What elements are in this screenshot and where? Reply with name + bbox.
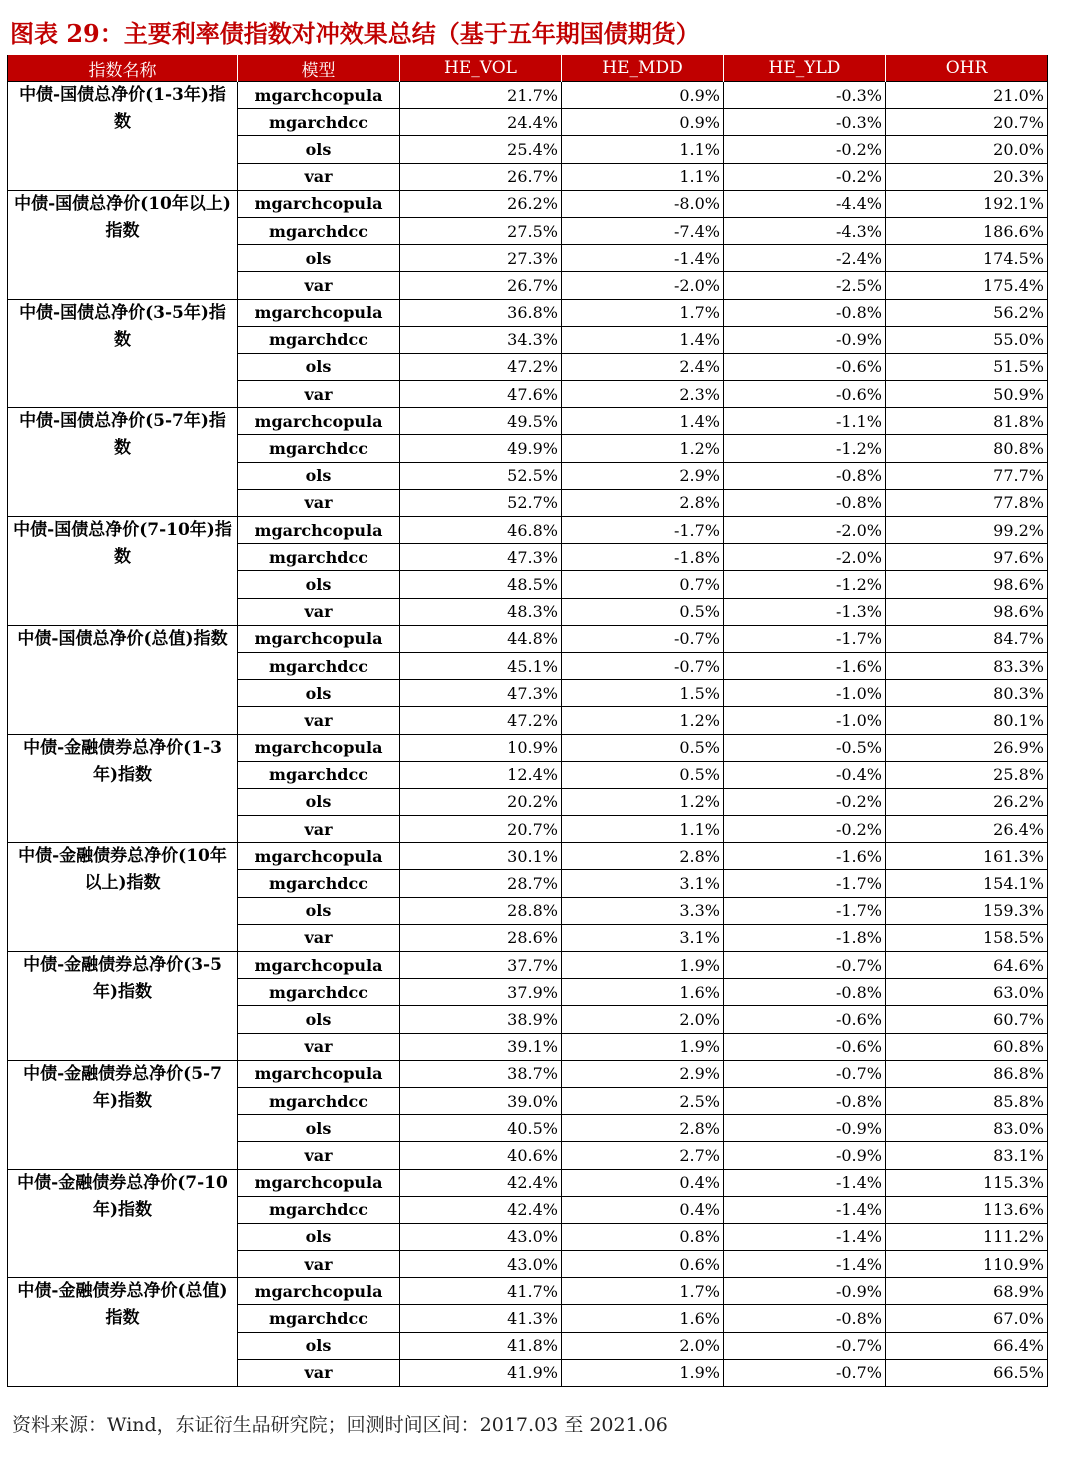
index-name-cell: 中债-国债总净价(3-5年)指数 [8,299,238,408]
ohr-cell: 63.0% [886,979,1048,1006]
he-vol-cell: 45.1% [400,652,562,679]
he-mdd-cell: 1.9% [562,1033,724,1060]
index-name-cell: 中债-国债总净价(1-3年)指数 [8,82,238,191]
model-cell: mgarchcopula [238,1278,400,1305]
model-cell: ols [238,897,400,924]
ohr-cell: 83.3% [886,652,1048,679]
model-cell: mgarchdcc [238,870,400,897]
he-vol-cell: 40.6% [400,1142,562,1169]
he-yld-cell: -2.0% [724,544,886,571]
ohr-cell: 80.3% [886,680,1048,707]
he-vol-cell: 28.8% [400,897,562,924]
model-cell: mgarchdcc [238,326,400,353]
he-mdd-cell: 1.4% [562,326,724,353]
table-row [8,190,1048,217]
he-vol-cell: 52.5% [400,462,562,489]
model-cell: var [238,1251,400,1278]
he-yld-cell: -0.4% [724,761,886,788]
model-cell: var [238,1359,400,1386]
ohr-cell: 99.2% [886,517,1048,544]
table-row [8,952,1048,979]
model-cell: ols [238,462,400,489]
ohr-cell: 192.1% [886,190,1048,217]
he-vol-cell: 41.3% [400,1305,562,1332]
ohr-cell: 174.5% [886,245,1048,272]
model-cell: ols [238,136,400,163]
he-mdd-cell: 1.9% [562,1359,724,1386]
ohr-cell: 67.0% [886,1305,1048,1332]
he-mdd-cell: -1.8% [562,544,724,571]
model-cell: mgarchcopula [238,190,400,217]
he-mdd-cell: 1.7% [562,1278,724,1305]
he-yld-cell: -1.7% [724,870,886,897]
he-yld-cell: -0.2% [724,816,886,843]
he-mdd-cell: 2.8% [562,1115,724,1142]
ohr-cell: 25.8% [886,761,1048,788]
he-mdd-cell: 2.8% [562,489,724,516]
model-cell: mgarchdcc [238,544,400,571]
he-yld-cell: -4.3% [724,217,886,244]
he-yld-cell: -1.3% [724,598,886,625]
he-mdd-cell: 0.4% [562,1196,724,1223]
he-yld-cell: -0.6% [724,1033,886,1060]
he-yld-cell: -0.7% [724,1060,886,1087]
he-yld-cell: -0.8% [724,489,886,516]
he-vol-cell: 24.4% [400,109,562,136]
header-index-name: 指数名称 [8,55,238,82]
header-he-vol: HE_VOL [400,55,562,82]
ohr-cell: 66.5% [886,1359,1048,1386]
index-name-cell: 中债-金融债券总净价(10年以上)指数 [8,843,238,952]
he-mdd-cell: 0.5% [562,761,724,788]
model-cell: ols [238,680,400,707]
model-cell: var [238,924,400,951]
ohr-cell: 98.6% [886,598,1048,625]
he-yld-cell: -0.3% [724,82,886,109]
he-yld-cell: -1.2% [724,435,886,462]
he-vol-cell: 10.9% [400,734,562,761]
he-mdd-cell: -8.0% [562,190,724,217]
model-cell: mgarchcopula [238,408,400,435]
model-cell: mgarchdcc [238,761,400,788]
ohr-cell: 159.3% [886,897,1048,924]
model-cell: mgarchdcc [238,109,400,136]
he-yld-cell: -2.5% [724,272,886,299]
he-mdd-cell: 1.5% [562,680,724,707]
header-model: 模型 [238,55,400,82]
he-yld-cell: -2.0% [724,517,886,544]
he-mdd-cell: 1.1% [562,163,724,190]
he-yld-cell: -0.7% [724,952,886,979]
model-cell: mgarchdcc [238,1196,400,1223]
header-row [8,55,1048,82]
he-mdd-cell: 0.5% [562,734,724,761]
model-cell: mgarchcopula [238,517,400,544]
source-note: 资料来源：Wind，东证衍生品研究院；回测时间区间：2017.03 至 2021.06 [12,1414,668,1436]
he-vol-cell: 48.3% [400,598,562,625]
he-mdd-cell: -1.7% [562,517,724,544]
ohr-cell: 97.6% [886,544,1048,571]
he-yld-cell: -1.8% [724,924,886,951]
model-cell: mgarchdcc [238,217,400,244]
he-mdd-cell: 0.8% [562,1223,724,1250]
he-vol-cell: 49.9% [400,435,562,462]
he-mdd-cell: 1.6% [562,979,724,1006]
table-row [8,843,1048,870]
he-vol-cell: 27.5% [400,217,562,244]
ohr-cell: 51.5% [886,353,1048,380]
he-yld-cell: -1.0% [724,707,886,734]
table-row [8,734,1048,761]
ohr-cell: 50.9% [886,381,1048,408]
index-name-cell: 中债-金融债券总净价(3-5年)指数 [8,952,238,1061]
he-yld-cell: -0.8% [724,1305,886,1332]
he-mdd-cell: 3.3% [562,897,724,924]
model-cell: mgarchcopula [238,952,400,979]
table-body [8,82,1048,1387]
ohr-cell: 55.0% [886,326,1048,353]
he-mdd-cell: 2.7% [562,1142,724,1169]
ohr-cell: 21.0% [886,82,1048,109]
he-yld-cell: -0.8% [724,299,886,326]
model-cell: ols [238,571,400,598]
model-cell: var [238,1033,400,1060]
he-vol-cell: 47.2% [400,707,562,734]
he-yld-cell: -0.8% [724,979,886,1006]
he-mdd-cell: 0.6% [562,1251,724,1278]
model-cell: var [238,163,400,190]
ohr-cell: 20.3% [886,163,1048,190]
he-yld-cell: -1.4% [724,1251,886,1278]
table-row [8,299,1048,326]
ohr-cell: 60.7% [886,1006,1048,1033]
he-mdd-cell: 3.1% [562,870,724,897]
he-vol-cell: 41.8% [400,1332,562,1359]
he-vol-cell: 47.6% [400,381,562,408]
model-cell: mgarchdcc [238,1305,400,1332]
model-cell: mgarchcopula [238,1060,400,1087]
he-yld-cell: -0.7% [724,1359,886,1386]
he-vol-cell: 28.7% [400,870,562,897]
index-name-cell: 中债-金融债券总净价(1-3年)指数 [8,734,238,843]
he-mdd-cell: 2.0% [562,1006,724,1033]
he-yld-cell: -0.6% [724,1006,886,1033]
model-cell: var [238,381,400,408]
he-vol-cell: 38.9% [400,1006,562,1033]
index-name-cell: 中债-金融债券总净价(总值)指数 [8,1278,238,1387]
he-vol-cell: 39.1% [400,1033,562,1060]
model-cell: var [238,272,400,299]
header-ohr: OHR [886,55,1048,82]
ohr-cell: 113.6% [886,1196,1048,1223]
table-row [8,517,1048,544]
model-cell: ols [238,353,400,380]
he-vol-cell: 12.4% [400,761,562,788]
he-vol-cell: 26.7% [400,272,562,299]
he-mdd-cell: -1.4% [562,245,724,272]
he-vol-cell: 42.4% [400,1196,562,1223]
he-mdd-cell: 1.1% [562,136,724,163]
ohr-cell: 26.4% [886,816,1048,843]
he-mdd-cell: 2.9% [562,1060,724,1087]
he-mdd-cell: -7.4% [562,217,724,244]
model-cell: var [238,489,400,516]
model-cell: ols [238,788,400,815]
ohr-cell: 77.8% [886,489,1048,516]
he-mdd-cell: 2.0% [562,1332,724,1359]
model-cell: mgarchdcc [238,979,400,1006]
model-cell: mgarchdcc [238,1087,400,1114]
ohr-cell: 161.3% [886,843,1048,870]
ohr-cell: 56.2% [886,299,1048,326]
model-cell: ols [238,245,400,272]
he-vol-cell: 38.7% [400,1060,562,1087]
he-vol-cell: 52.7% [400,489,562,516]
ohr-cell: 64.6% [886,952,1048,979]
index-name-cell: 中债-金融债券总净价(5-7年)指数 [8,1060,238,1169]
ohr-cell: 110.9% [886,1251,1048,1278]
ohr-cell: 20.0% [886,136,1048,163]
he-mdd-cell: 1.2% [562,788,724,815]
he-yld-cell: -0.7% [724,1332,886,1359]
he-vol-cell: 30.1% [400,843,562,870]
he-vol-cell: 44.8% [400,625,562,652]
he-mdd-cell: 0.4% [562,1169,724,1196]
table-row [8,82,1048,109]
he-mdd-cell: -0.7% [562,625,724,652]
he-yld-cell: -1.1% [724,408,886,435]
model-cell: ols [238,1223,400,1250]
ohr-cell: 81.8% [886,408,1048,435]
he-mdd-cell: 2.8% [562,843,724,870]
model-cell: mgarchcopula [238,82,400,109]
model-cell: var [238,707,400,734]
he-mdd-cell: 2.5% [562,1087,724,1114]
he-vol-cell: 26.2% [400,190,562,217]
he-vol-cell: 21.7% [400,82,562,109]
he-yld-cell: -1.7% [724,897,886,924]
index-name-cell: 中债-国债总净价(10年以上)指数 [8,190,238,299]
he-yld-cell: -0.9% [724,1278,886,1305]
ohr-cell: 68.9% [886,1278,1048,1305]
table-row [8,1169,1048,1196]
he-yld-cell: -1.2% [724,571,886,598]
he-mdd-cell: -0.7% [562,652,724,679]
ohr-cell: 20.7% [886,109,1048,136]
he-mdd-cell: 0.5% [562,598,724,625]
he-vol-cell: 37.7% [400,952,562,979]
he-vol-cell: 40.5% [400,1115,562,1142]
he-vol-cell: 43.0% [400,1251,562,1278]
table-row [8,1060,1048,1087]
ohr-cell: 158.5% [886,924,1048,951]
he-mdd-cell: 1.4% [562,408,724,435]
he-yld-cell: -0.6% [724,353,886,380]
he-yld-cell: -1.6% [724,843,886,870]
index-name-cell: 中债-金融债券总净价(7-10年)指数 [8,1169,238,1278]
he-mdd-cell: 1.2% [562,435,724,462]
he-mdd-cell: 1.9% [562,952,724,979]
he-vol-cell: 41.7% [400,1278,562,1305]
he-yld-cell: -0.3% [724,109,886,136]
model-cell: mgarchcopula [238,625,400,652]
he-vol-cell: 36.8% [400,299,562,326]
he-yld-cell: -0.5% [724,734,886,761]
he-vol-cell: 47.2% [400,353,562,380]
model-cell: mgarchdcc [238,435,400,462]
table-row [8,625,1048,652]
ohr-cell: 86.8% [886,1060,1048,1087]
he-yld-cell: -0.8% [724,462,886,489]
ohr-cell: 186.6% [886,217,1048,244]
header-he-mdd: HE_MDD [562,55,724,82]
he-yld-cell: -0.2% [724,788,886,815]
he-vol-cell: 20.7% [400,816,562,843]
he-yld-cell: -1.4% [724,1223,886,1250]
header-he-yld: HE_YLD [724,55,886,82]
he-vol-cell: 27.3% [400,245,562,272]
ohr-cell: 60.8% [886,1033,1048,1060]
model-cell: ols [238,1115,400,1142]
ohr-cell: 26.9% [886,734,1048,761]
he-yld-cell: -0.9% [724,326,886,353]
he-mdd-cell: 1.1% [562,816,724,843]
he-mdd-cell: 1.6% [562,1305,724,1332]
he-mdd-cell: 3.1% [562,924,724,951]
he-yld-cell: -1.4% [724,1169,886,1196]
he-vol-cell: 47.3% [400,680,562,707]
he-mdd-cell: 2.9% [562,462,724,489]
he-yld-cell: -0.6% [724,381,886,408]
ohr-cell: 66.4% [886,1332,1048,1359]
model-cell: mgarchcopula [238,734,400,761]
he-yld-cell: -4.4% [724,190,886,217]
ohr-cell: 85.8% [886,1087,1048,1114]
model-cell: mgarchcopula [238,1169,400,1196]
ohr-cell: 98.6% [886,571,1048,598]
ohr-cell: 84.7% [886,625,1048,652]
he-yld-cell: -0.9% [724,1115,886,1142]
ohr-cell: 115.3% [886,1169,1048,1196]
he-vol-cell: 41.9% [400,1359,562,1386]
he-yld-cell: -0.8% [724,1087,886,1114]
table-title: 图表 29：主要利率债指数对冲效果总结（基于五年期国债期货） [10,19,700,48]
he-yld-cell: -1.4% [724,1196,886,1223]
model-cell: ols [238,1332,400,1359]
ohr-cell: 83.0% [886,1115,1048,1142]
model-cell: mgarchcopula [238,843,400,870]
he-vol-cell: 37.9% [400,979,562,1006]
he-mdd-cell: -2.0% [562,272,724,299]
ohr-cell: 111.2% [886,1223,1048,1250]
he-yld-cell: -1.6% [724,652,886,679]
model-cell: var [238,598,400,625]
he-mdd-cell: 2.3% [562,381,724,408]
he-mdd-cell: 2.4% [562,353,724,380]
he-yld-cell: -0.9% [724,1142,886,1169]
he-yld-cell: -0.2% [724,136,886,163]
model-cell: mgarchdcc [238,652,400,679]
he-vol-cell: 46.8% [400,517,562,544]
model-cell: var [238,1142,400,1169]
ohr-cell: 26.2% [886,788,1048,815]
ohr-cell: 154.1% [886,870,1048,897]
he-vol-cell: 49.5% [400,408,562,435]
he-yld-cell: -0.2% [724,163,886,190]
he-vol-cell: 34.3% [400,326,562,353]
he-vol-cell: 26.7% [400,163,562,190]
model-cell: mgarchcopula [238,299,400,326]
he-mdd-cell: 0.9% [562,109,724,136]
he-vol-cell: 48.5% [400,571,562,598]
he-vol-cell: 43.0% [400,1223,562,1250]
table-row [8,408,1048,435]
ohr-cell: 80.8% [886,435,1048,462]
index-name-cell: 中债-国债总净价(7-10年)指数 [8,517,238,626]
ohr-cell: 83.1% [886,1142,1048,1169]
ohr-cell: 175.4% [886,272,1048,299]
model-cell: ols [238,1006,400,1033]
he-mdd-cell: 1.2% [562,707,724,734]
index-name-cell: 中债-国债总净价(5-7年)指数 [8,408,238,517]
model-cell: var [238,816,400,843]
he-yld-cell: -1.0% [724,680,886,707]
he-vol-cell: 20.2% [400,788,562,815]
ohr-cell: 80.1% [886,707,1048,734]
he-vol-cell: 28.6% [400,924,562,951]
he-mdd-cell: 0.7% [562,571,724,598]
index-name-cell: 中债-国债总净价(总值)指数 [8,625,238,734]
ohr-cell: 77.7% [886,462,1048,489]
he-mdd-cell: 1.7% [562,299,724,326]
he-vol-cell: 39.0% [400,1087,562,1114]
table-row [8,1278,1048,1305]
hedge-effect-table [7,55,1048,1387]
he-vol-cell: 47.3% [400,544,562,571]
he-vol-cell: 42.4% [400,1169,562,1196]
he-vol-cell: 25.4% [400,136,562,163]
he-yld-cell: -1.7% [724,625,886,652]
he-mdd-cell: 0.9% [562,82,724,109]
he-yld-cell: -2.4% [724,245,886,272]
